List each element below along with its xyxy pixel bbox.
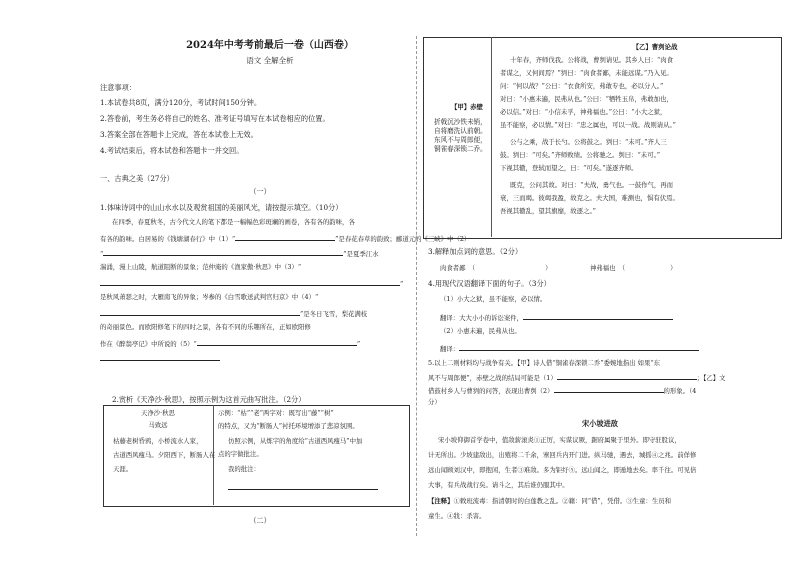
q1-line: 作在《醉翁亭记》中所说的（5）“ ” [100,340,361,348]
answer-blank-4[interactable] [100,308,300,316]
question-1-stem: 1.体味诗词中的山山水水以及观赏祖国的美丽风光，请按提示填空。（10分） [100,203,343,212]
yi-title: 【乙】曹刿论战 [632,43,678,51]
q5-line: 借鼓村乡人与曹刿的问答，表现出曹刿（2） 的形象。（4 [428,387,697,395]
note-line: 【注释】①敕班流毒：指清朝时的白莲教之乱。②籍：同“借”，凭借。③生童：生员和 [428,497,671,505]
q5-line: 分） [428,398,441,406]
q4-item-2: （2）小惠未遍，民弗从也。 [440,327,521,335]
yi-line: 公与之乘，战于长勺。公将鼓之。刿曰：“未可。”齐人三 [510,138,667,146]
answer-blank-6[interactable] [100,353,220,361]
q3-blank-a[interactable] [475,263,545,270]
q5-blank-1[interactable] [557,372,697,380]
notice-heading: 注意事项： [100,83,136,92]
q3-blank-b[interactable] [625,263,670,270]
part-label: （二） [249,516,271,525]
q4-blank-2[interactable] [459,343,699,351]
story-line: 计无所出。少坡建敌出，出殖将二千余，寨回兵内开门进。纵马驰，遇去，城摇④之兆。前佯修 [428,451,697,459]
poem-line: 枯藤老树昏鸦，小桥流水人家， [113,437,203,445]
q4-translate-1: 翻译：大大小小的诉讼案件， [440,312,673,322]
notice-item: 2.答卷前，考生务必将自己的姓名、准考证号填写在本试卷相应的位置。 [100,114,330,123]
my-note-label: 我的批注： [228,465,260,473]
answer-blank-3[interactable] [100,278,400,286]
poem-line: 古道西风瘦马。夕阳西下，断肠人在 [113,451,216,459]
yi-line: 衰，三而竭。彼竭我盈，故克之。夫大国，难测也，惧有伏焉。 [500,194,679,202]
answer-blank-2[interactable] [103,248,343,256]
q3-item-a: 肉食者鄙 （ ） [440,264,552,272]
q1-line: “ ”是夏季江水 [100,250,379,258]
question-3-stem: 3.解释加点词的意思。（2分） [428,247,523,256]
section-heading: 一、古典之美（27分） [100,174,174,183]
q1-line: ” [100,278,403,288]
yi-line: 鼓。刿曰：“可矣。”齐师败绩。公将驰之。刿曰：“未可。” [500,151,661,159]
q1-line: 在四季，春夏秋冬，古今代文人的笔下都是一幅幅色彩斑斓的画卷，各有各的韵味，各 [112,218,355,226]
example-line: 的特点，又为“断肠人”衬托环境增添了悲凉氛围。 [218,422,359,430]
q4-hint: 大大小小的诉讼案件， [459,314,524,322]
fold-line [416,36,417,536]
notice-item: 3.答案全部在答题卡上完成，答在本试卷上无效。 [100,130,258,139]
notice-item: 1.本试卷共8页，满分120分，考试时间150分钟。 [100,98,262,107]
part-label: （一） [249,187,271,196]
my-note-blank[interactable] [228,489,378,490]
poem-line: 天涯。 [113,465,133,473]
q5-line: 风不与周郎便”，赤壁之战的结局可能是（1） ；【乙】文 [428,374,726,382]
q3-item-b: 神弗福也 （ ） [590,264,677,272]
q5-line: 5.以上二则材料均与战争有关。【甲】诗人借“铜雀春深锁二乔”委婉地指出 如果“东 [428,359,661,367]
yi-line: 问：“何以战？”公曰：“衣食所安，弗敢专也，必以分人。” [500,82,664,90]
q1-line [100,353,220,363]
q1-line: 的奇丽景色。而欧阳修笔下的四时之景，各有不同的乐趣所在，正如欧阳修 [100,323,311,331]
story-line: 宋小坡仰御首学卷中，值敌薪滚炎①正厉，实谋议厥，踞府属聚于里外。即守驻股议， [438,436,681,444]
q1-line: ”是冬日飞雪，梨花满枝 [100,308,367,318]
example-line: 示例：“枯”“老”两字对：既写出“藤”“树” [218,409,334,417]
example-line: 点的字做批注。 [218,450,263,458]
q1-line: 是秋风萧瑟之时，大雁南飞的异象；岑参的《白雪歌送武判官归京》中（4）“ [100,293,319,301]
poem-title: 天净沙·秋思 [141,409,175,417]
jia-poem: 折戟沉沙铁未销， 自将磨洗认前朝。 东风不与周郎便， 铜雀春深锁二乔。 [434,118,487,153]
yi-line: 对曰：“小惠未遍，民弗从也。”公曰：“牺牲玉帛，弗敢加也， [500,95,673,103]
yi-line: 吾视其辙乱，望其旗靡，故逐之。” [500,207,596,215]
story-title: 宋小坡进敌 [582,419,618,428]
notice-item: 4.考试结束后，将本试卷和答题卡一并交回。 [100,146,244,155]
q1-line: 湍涌，漫上山陵，航道阻断的景象；范仲淹的《渔家傲·秋思》中（3）“ [100,263,302,271]
answer-blank-5[interactable] [197,338,357,346]
q1-line: 有各的韵味。白居易的《钱塘湖春行》中（1）“ ”是春花春草的韵致；郦道元的《三峡》中（2） [100,235,471,243]
note-line: 童生。④戕：杀害。 [428,512,486,520]
question-2-stem: 2.赏析《天净沙·秋思》，按照示例为这首元曲写批注。（2分） [112,395,306,404]
q5-blank-2[interactable] [554,385,664,393]
answer-blank-1[interactable] [235,233,335,241]
q4-translate-2: 翻译： [440,343,699,353]
note-label: 【注释】 [428,497,454,505]
yi-line: 既克，公问其故。对曰：“夫战，勇气也。一鼓作气，再而 [510,181,674,189]
yi-line: 十年春，齐师伐我。公将战，曹刿请见。其乡人曰：“肉食 [510,56,674,64]
q4-blank-1[interactable] [523,312,673,320]
q4-item-1: （1）小大之狱，虽不能察，必以情。 [440,295,547,303]
yi-line: 者谋之，又何间焉？”刿曰：“肉食者鄙，未能远谋。”乃入见。 [500,69,673,77]
jia-title: 【甲】赤壁 [451,103,483,111]
example-line: 仿照示例，从炼字的角度给“古道西风瘦马”中加 [228,437,363,445]
story-line: 远山闻顾刘汉中，即抱闲，生者③难敌。多为钜纡⑤。远山闻之，即遁地去矣。率千往。可见倍 [428,466,697,474]
question-4-stem: 4.用现代汉语翻译下面的句子。（3分） [428,279,551,288]
page-subtitle: 语文 全解全析 [246,56,294,65]
yi-line: 下视其辙，登轼而望之，曰：“可矣。”遂逐齐师。 [500,164,638,172]
yi-line: 虽不能察，必以情。”对曰：“忠之属也，可以一战。战则请从。” [500,121,676,129]
yi-line: 必以信。”对曰：“小信未孚，神弗福也。”公曰：“小大之狱， [500,108,667,116]
page-title: 2024年中考考前最后一卷（山西卷） [186,40,354,51]
poem-author: 马致远 [148,421,168,429]
story-line: 大事，有兵战战行矣。请斗之，其后谁仍服其中。 [428,481,569,489]
